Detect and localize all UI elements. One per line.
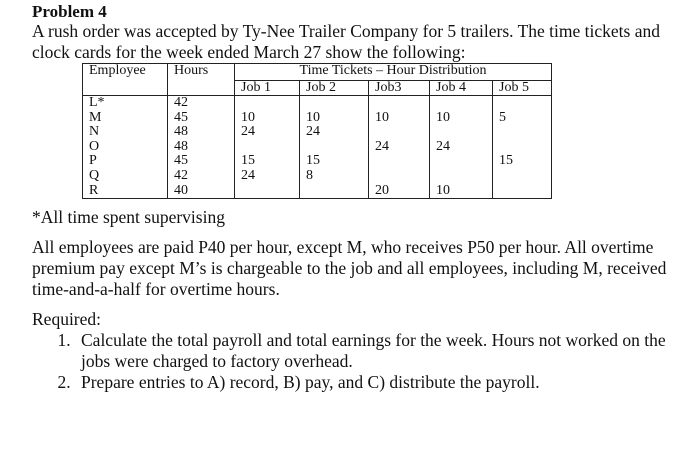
job-hours-cell bbox=[493, 169, 552, 184]
job-hours-cell bbox=[300, 184, 369, 199]
job-hours-cell: 20 bbox=[369, 184, 430, 199]
job-hours-cell bbox=[493, 184, 552, 199]
job-hours-cell bbox=[369, 96, 430, 111]
list-item: 2. Prepare entries to A) record, B) pay, and C) distribute the payroll. bbox=[75, 372, 672, 393]
requirements-list bbox=[32, 330, 672, 393]
job-hours-cell bbox=[300, 96, 369, 111]
footnote: *All time spent supervising bbox=[32, 207, 225, 228]
employee-cell: R bbox=[83, 184, 168, 199]
hours-column-header: Hours bbox=[168, 64, 235, 96]
job-hours-cell bbox=[235, 140, 300, 155]
job-hours-cell: 24 bbox=[369, 140, 430, 155]
pay-paragraph: All employees are paid P40 per hour, except M, who receives P50 per hour. All overtime premium pay except M’s is chargeable to the job and all employees, including M, received time-and-a-half for overtime hours. bbox=[32, 237, 667, 300]
list-item: 1. Calculate the total payroll and total earnings for the week. Hours not worked on the jobs were charged to factory overhead. bbox=[75, 330, 672, 372]
job-hours-cell bbox=[369, 154, 430, 169]
table-row bbox=[83, 154, 552, 169]
hours-cell: 40 bbox=[168, 184, 235, 199]
job-hours-cell bbox=[369, 125, 430, 140]
hours-cell: 42 bbox=[168, 169, 235, 184]
problem-intro: A rush order was accepted by Ty-Nee Trailer Company for 5 trailers. The time tickets and clock cards for the week ended March 27 show the following: bbox=[32, 21, 660, 62]
job-column-header: Job 4 bbox=[430, 81, 493, 96]
table-header-row bbox=[83, 64, 552, 81]
job-hours-cell bbox=[493, 125, 552, 140]
table-row bbox=[83, 125, 552, 140]
job-hours-cell: 24 bbox=[235, 169, 300, 184]
job-hours-cell bbox=[430, 96, 493, 111]
job-hours-cell bbox=[493, 96, 552, 111]
job-column-header: Job3 bbox=[369, 81, 430, 96]
employee-column-header: Employee bbox=[83, 64, 168, 96]
table-row bbox=[83, 111, 552, 126]
job-hours-cell bbox=[430, 154, 493, 169]
job-hours-cell: 10 bbox=[235, 111, 300, 126]
table-row bbox=[83, 169, 552, 184]
employee-cell: L* bbox=[83, 96, 168, 111]
hours-cell: 45 bbox=[168, 154, 235, 169]
job-hours-cell bbox=[369, 169, 430, 184]
job-column-header: Job 5 bbox=[493, 81, 552, 96]
job-hours-cell: 15 bbox=[300, 154, 369, 169]
job-hours-cell: 10 bbox=[369, 111, 430, 126]
job-hours-cell bbox=[235, 184, 300, 199]
employee-cell: P bbox=[83, 154, 168, 169]
hour-distribution-header: Time Tickets – Hour Distribution bbox=[235, 64, 552, 81]
job-hours-cell bbox=[235, 96, 300, 111]
job-column-header: Job 1 bbox=[235, 81, 300, 96]
table-row bbox=[83, 184, 552, 199]
employee-cell: N bbox=[83, 125, 168, 140]
job-hours-cell: 15 bbox=[235, 154, 300, 169]
job-hours-cell bbox=[493, 140, 552, 155]
employee-cell: M bbox=[83, 111, 168, 126]
hours-cell: 42 bbox=[168, 96, 235, 111]
required-label: Required: bbox=[32, 309, 102, 330]
time-ticket-table bbox=[82, 63, 552, 199]
employee-cell: Q bbox=[83, 169, 168, 184]
employee-cell: O bbox=[83, 140, 168, 155]
job-hours-cell: 5 bbox=[493, 111, 552, 126]
table-row bbox=[83, 96, 552, 111]
job-hours-cell: 10 bbox=[430, 111, 493, 126]
job-hours-cell: 15 bbox=[493, 154, 552, 169]
hours-cell: 45 bbox=[168, 111, 235, 126]
job-hours-cell bbox=[300, 140, 369, 155]
job-hours-cell: 10 bbox=[300, 111, 369, 126]
problem-page bbox=[32, 2, 672, 393]
job-column-header: Job 2 bbox=[300, 81, 369, 96]
job-hours-cell: 10 bbox=[430, 184, 493, 199]
hours-cell: 48 bbox=[168, 125, 235, 140]
job-hours-cell: 24 bbox=[300, 125, 369, 140]
hours-cell: 48 bbox=[168, 140, 235, 155]
table-row bbox=[83, 140, 552, 155]
job-hours-cell: 24 bbox=[235, 125, 300, 140]
job-hours-cell bbox=[430, 169, 493, 184]
job-hours-cell: 8 bbox=[300, 169, 369, 184]
job-hours-cell bbox=[430, 125, 493, 140]
problem-title: Problem 4 bbox=[32, 2, 107, 21]
job-hours-cell: 24 bbox=[430, 140, 493, 155]
